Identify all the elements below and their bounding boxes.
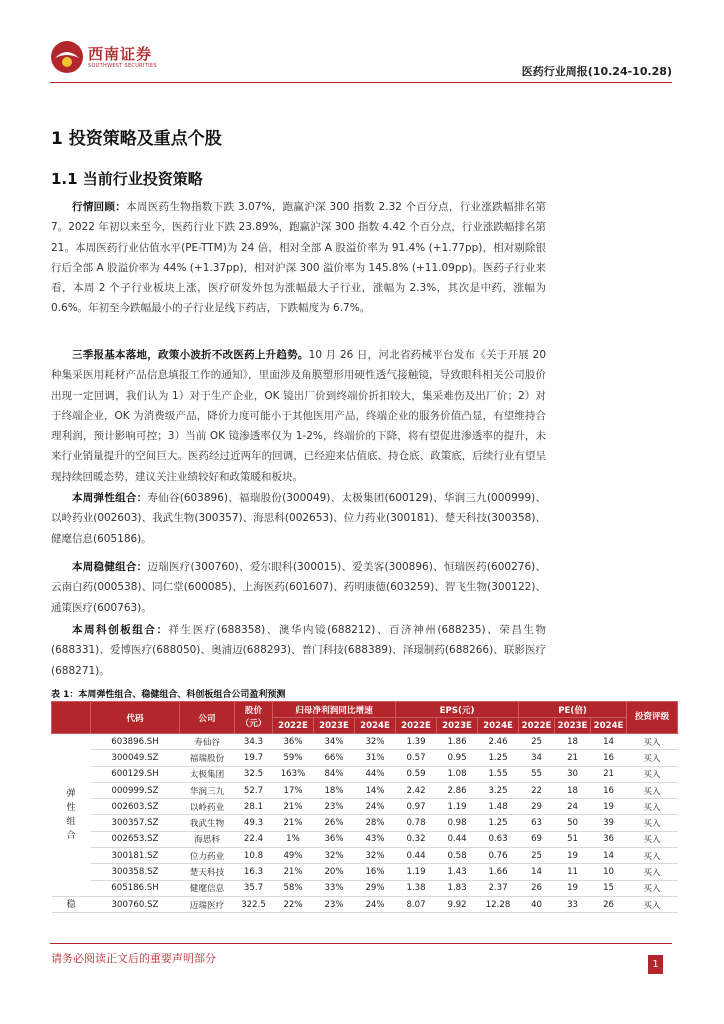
cell-g22: 22% [273, 896, 314, 912]
paragraph-lead: 三季报基本落地，政策小波折不改医药上升趋势。 [72, 349, 309, 361]
cell-name: 以岭药业 [180, 799, 235, 815]
paragraph-text: 本周医药生物指数下跌 3.07%，跑赢沪深 300 指数 2.32 个百分点，行业涨跌幅排名第 7。2022 年初以来至今，医药行业下跌 23.89%，跑赢沪深 300 指数 4.42 个百分点，行业涨跌幅排名第 21。本周医药行业估值水平(PE-TTM)为 24 倍，相对全部 A 股溢价率为 91.4% (+1.77pp)，相对剔除银行后全部 A 股溢价率为 44% (+1.37pp)，相对沪深 300 溢价率为 145.8% (+11.09pp)。医药子行业来看，本周 2 个子行业板块上涨，医疗研发外包为涨幅最大子行业，涨幅为 2.3%，其次是中药，涨幅为 0.6%。年初至今跌幅最小的子行业是线下药店，下跌幅度为 6.7%。 [51, 201, 547, 315]
cell-g23: 23% [314, 799, 355, 815]
cell-e22: 1.38 [396, 880, 437, 896]
brand-logo [50, 40, 157, 74]
earnings-forecast-table [51, 701, 678, 913]
cell-g22: 1% [273, 831, 314, 847]
cell-p23: 18 [555, 782, 591, 798]
cell-g22: 59% [273, 750, 314, 766]
table-row [52, 864, 678, 880]
paragraph-lead: 本周科创板组合： [72, 624, 169, 636]
cell-g23: 32% [314, 848, 355, 864]
cell-g23: 36% [314, 831, 355, 847]
paragraph-text: 10 月 26 日，河北省药械平台发布《关于开展 20 种集采医用耗材产品信息填报工作的通知》，里面涉及角膜塑形用硬性透气接触镜，导致眼科相关公司股价出现一定回调，我们认为 1）对于生产企业，OK 镜出厂价到终端价折扣较大，集采难伤及出厂价；2）对于终端企业，OK 为消费级产品，降价力度可能小于其他医用产品，终端企业的服务价值凸显，有望维持合理利润，预计影响可控；3）当前 OK 镜渗透率仅为 1-2%，终端价的下降，将有望促进渗透率的提升，未来行业销量提升的空间巨大。医药经过近两年的回调，已经迎来估值底、持仓底、政策底，后续行业有望呈现持续回暖态势，建议关注业绩较好和政策暖和板块。 [51, 349, 547, 483]
cell-g24: 32% [355, 734, 396, 750]
header-year: 2024E [355, 718, 396, 734]
cell-p24: 21 [591, 766, 627, 782]
cell-price: 19.7 [235, 750, 273, 766]
cell-p22: 63 [519, 815, 555, 831]
cell-e22: 1.19 [396, 864, 437, 880]
cell-p23: 19 [555, 848, 591, 864]
cell-p22: 14 [519, 864, 555, 880]
table-row [52, 799, 678, 815]
cell-p23: 21 [555, 750, 591, 766]
cell-p22: 26 [519, 880, 555, 896]
cell-e23: 0.44 [437, 831, 478, 847]
brand-name-cn: 西南证券 [88, 45, 153, 63]
cell-p24: 10 [591, 864, 627, 880]
table-row [52, 831, 678, 847]
header-price: 股价（元） [235, 702, 273, 734]
cell-price: 322.5 [235, 896, 273, 912]
group-label-elastic: 弹性组合 [52, 734, 91, 897]
cell-p23: 33 [555, 896, 591, 912]
cell-p23: 50 [555, 815, 591, 831]
cell-p22: 22 [519, 782, 555, 798]
cell-price: 10.8 [235, 848, 273, 864]
cell-e22: 0.57 [396, 750, 437, 766]
cell-price: 22.4 [235, 831, 273, 847]
cell-e23: 1.43 [437, 864, 478, 880]
cell-g22: 17% [273, 782, 314, 798]
cell-e24: 3.25 [478, 782, 519, 798]
cell-g24: 43% [355, 831, 396, 847]
cell-rating: 买入 [627, 782, 678, 798]
cell-e23: 1.19 [437, 799, 478, 815]
cell-p22: 29 [519, 799, 555, 815]
header-year: 2024E [478, 718, 519, 734]
cell-code: 002653.SZ [91, 831, 180, 847]
cell-name: 太极集团 [180, 766, 235, 782]
subsection-heading: 1.1 当前行业投资策略 [51, 170, 203, 188]
header-profit-growth: 归母净利润同比增速 [273, 702, 396, 718]
paragraph-policy [51, 345, 546, 487]
header-year: 2023E [555, 718, 591, 734]
header-year: 2024E [591, 718, 627, 734]
paragraph-lead: 本周稳健组合： [72, 561, 148, 573]
cell-e23: 0.98 [437, 815, 478, 831]
page-number: 1 [648, 955, 663, 974]
cell-g24: 24% [355, 896, 396, 912]
cell-name: 楚天科技 [180, 864, 235, 880]
cell-e22: 8.07 [396, 896, 437, 912]
cell-g22: 21% [273, 799, 314, 815]
cell-rating: 买入 [627, 815, 678, 831]
cell-name: 我武生物 [180, 815, 235, 831]
paragraph-elastic-portfolio [51, 488, 546, 549]
header-pe: PE(倍) [519, 702, 627, 718]
header-year: 2023E [437, 718, 478, 734]
cell-p24: 26 [591, 896, 627, 912]
cell-p24: 36 [591, 831, 627, 847]
cell-code: 600129.SH [91, 766, 180, 782]
paragraph-stable-portfolio [51, 557, 546, 618]
cell-e24: 12.28 [478, 896, 519, 912]
brand-name-en: SOUTHWEST SECURITIES [88, 63, 157, 69]
footer-disclaimer: 请务必阅读正文后的重要声明部分 [51, 952, 216, 965]
cell-rating: 买入 [627, 848, 678, 864]
cell-e23: 0.58 [437, 848, 478, 864]
cell-e24: 1.25 [478, 815, 519, 831]
header-year: 2023E [314, 718, 355, 734]
header-cell [52, 702, 91, 734]
cell-p24: 39 [591, 815, 627, 831]
table-header-row [52, 702, 678, 718]
cell-rating: 买入 [627, 750, 678, 766]
header-code: 代码 [91, 702, 180, 734]
cell-e24: 1.25 [478, 750, 519, 766]
cell-p22: 69 [519, 831, 555, 847]
cell-code: 300760.SZ [91, 896, 180, 912]
cell-e22: 0.32 [396, 831, 437, 847]
brand-mark-icon [50, 40, 84, 74]
cell-e22: 1.39 [396, 734, 437, 750]
cell-e23: 0.95 [437, 750, 478, 766]
header-year: 2022E [273, 718, 314, 734]
table-row [52, 880, 678, 896]
cell-name: 海思科 [180, 831, 235, 847]
cell-g23: 23% [314, 896, 355, 912]
cell-g22: 21% [273, 815, 314, 831]
header-rating: 投资评级 [627, 702, 678, 734]
cell-p22: 34 [519, 750, 555, 766]
footer-divider [50, 943, 672, 944]
report-title: 医药行业周报(10.24-10.28) [521, 65, 672, 78]
cell-e24: 1.66 [478, 864, 519, 880]
cell-name: 福瑞股份 [180, 750, 235, 766]
cell-e22: 2.42 [396, 782, 437, 798]
paragraph-text: 迈瑞医疗(300760)、爱尔眼科(300015)、爱美客(300896)、恒瑞医药(600276)、云南白药(000538)、同仁堂(600085)、上海医药(601607)、药明康德(603259)、智飞生物(300122)、通策医疗(600763)。 [51, 561, 546, 614]
cell-p22: 55 [519, 766, 555, 782]
cell-p24: 14 [591, 734, 627, 750]
table-row [52, 896, 678, 912]
cell-code: 605186.SH [91, 880, 180, 896]
cell-price: 52.7 [235, 782, 273, 798]
table-row [52, 815, 678, 831]
cell-e22: 0.44 [396, 848, 437, 864]
cell-g24: 14% [355, 782, 396, 798]
header-company: 公司 [180, 702, 235, 734]
cell-p22: 40 [519, 896, 555, 912]
table-row [52, 848, 678, 864]
cell-p23: 51 [555, 831, 591, 847]
paragraph-lead: 行情回顾： [72, 201, 127, 213]
cell-rating: 买入 [627, 880, 678, 896]
header-eps: EPS(元) [396, 702, 519, 718]
cell-g24: 28% [355, 815, 396, 831]
paragraph-text: 祥生医疗(688358)、澳华内镜(688212)、百济神州(688235)、荣昌生物(688331)、爱博医疗(688050)、奥浦迈(688293)、普门科技(688389)、泽璟制药(688266)、联影医疗(688271)。 [51, 624, 547, 677]
cell-g24: 24% [355, 799, 396, 815]
table-row [52, 750, 678, 766]
cell-e24: 1.48 [478, 799, 519, 815]
cell-g24: 32% [355, 848, 396, 864]
cell-g24: 29% [355, 880, 396, 896]
cell-e22: 0.59 [396, 766, 437, 782]
cell-p23: 30 [555, 766, 591, 782]
cell-e22: 0.97 [396, 799, 437, 815]
cell-g23: 26% [314, 815, 355, 831]
section-heading: 1 投资策略及重点个股 [51, 129, 222, 149]
cell-price: 32.5 [235, 766, 273, 782]
paragraph-market-review [51, 197, 546, 319]
group-label-stable: 稳 [52, 896, 91, 912]
cell-name: 健麾信息 [180, 880, 235, 896]
cell-rating: 买入 [627, 799, 678, 815]
cell-e24: 0.76 [478, 848, 519, 864]
cell-p24: 16 [591, 782, 627, 798]
cell-p24: 19 [591, 799, 627, 815]
paragraph-text: 寿仙谷(603896)、福瑞股份(300049)、太极集团(600129)、华润三九(000999)、以岭药业(002603)、我武生物(300357)、海思科(002653)、位力药业(300181)、楚天科技(300358)、健麾信息(605186)。 [51, 492, 546, 545]
cell-code: 300357.SZ [91, 815, 180, 831]
cell-g22: 21% [273, 864, 314, 880]
cell-code: 002603.SZ [91, 799, 180, 815]
cell-e22: 0.78 [396, 815, 437, 831]
cell-name: 华润三九 [180, 782, 235, 798]
cell-g23: 34% [314, 734, 355, 750]
table-caption: 表 1：本周弹性组合、稳健组合、科创板组合公司盈利预测 [51, 690, 286, 700]
cell-e23: 9.92 [437, 896, 478, 912]
cell-p24: 16 [591, 750, 627, 766]
cell-name: 寿仙谷 [180, 734, 235, 750]
cell-code: 603896.SH [91, 734, 180, 750]
cell-g23: 66% [314, 750, 355, 766]
cell-p23: 19 [555, 880, 591, 896]
cell-price: 35.7 [235, 880, 273, 896]
cell-g23: 33% [314, 880, 355, 896]
cell-g23: 84% [314, 766, 355, 782]
cell-g22: 49% [273, 848, 314, 864]
cell-rating: 买入 [627, 864, 678, 880]
cell-p23: 24 [555, 799, 591, 815]
paragraph-lead: 本周弹性组合： [72, 492, 148, 504]
header-divider [50, 82, 672, 83]
cell-e23: 2.86 [437, 782, 478, 798]
cell-rating: 买入 [627, 831, 678, 847]
cell-e23: 1.08 [437, 766, 478, 782]
cell-name: 位力药业 [180, 848, 235, 864]
cell-e23: 1.86 [437, 734, 478, 750]
paragraph-star-portfolio [51, 620, 546, 681]
table-row [52, 734, 678, 750]
cell-g22: 58% [273, 880, 314, 896]
cell-g24: 31% [355, 750, 396, 766]
cell-g24: 44% [355, 766, 396, 782]
cell-e24: 1.55 [478, 766, 519, 782]
cell-g23: 20% [314, 864, 355, 880]
cell-price: 49.3 [235, 815, 273, 831]
cell-code: 300358.SZ [91, 864, 180, 880]
cell-g22: 163% [273, 766, 314, 782]
cell-p23: 18 [555, 734, 591, 750]
header-year: 2022E [519, 718, 555, 734]
cell-rating: 买入 [627, 766, 678, 782]
cell-e23: 1.83 [437, 880, 478, 896]
cell-g24: 16% [355, 864, 396, 880]
cell-p24: 15 [591, 880, 627, 896]
cell-rating: 买入 [627, 734, 678, 750]
cell-p22: 25 [519, 848, 555, 864]
cell-price: 16.3 [235, 864, 273, 880]
cell-g22: 36% [273, 734, 314, 750]
cell-code: 300049.SZ [91, 750, 180, 766]
table-row [52, 766, 678, 782]
cell-e24: 2.37 [478, 880, 519, 896]
cell-e24: 2.46 [478, 734, 519, 750]
cell-p23: 11 [555, 864, 591, 880]
cell-e24: 0.63 [478, 831, 519, 847]
cell-code: 000999.SZ [91, 782, 180, 798]
cell-price: 28.1 [235, 799, 273, 815]
cell-name: 迈瑞医疗 [180, 896, 235, 912]
cell-price: 34.3 [235, 734, 273, 750]
cell-p22: 25 [519, 734, 555, 750]
header-year: 2022E [396, 718, 437, 734]
cell-g23: 18% [314, 782, 355, 798]
table-row [52, 782, 678, 798]
cell-rating: 买入 [627, 896, 678, 912]
cell-p24: 14 [591, 848, 627, 864]
cell-code: 300181.SZ [91, 848, 180, 864]
